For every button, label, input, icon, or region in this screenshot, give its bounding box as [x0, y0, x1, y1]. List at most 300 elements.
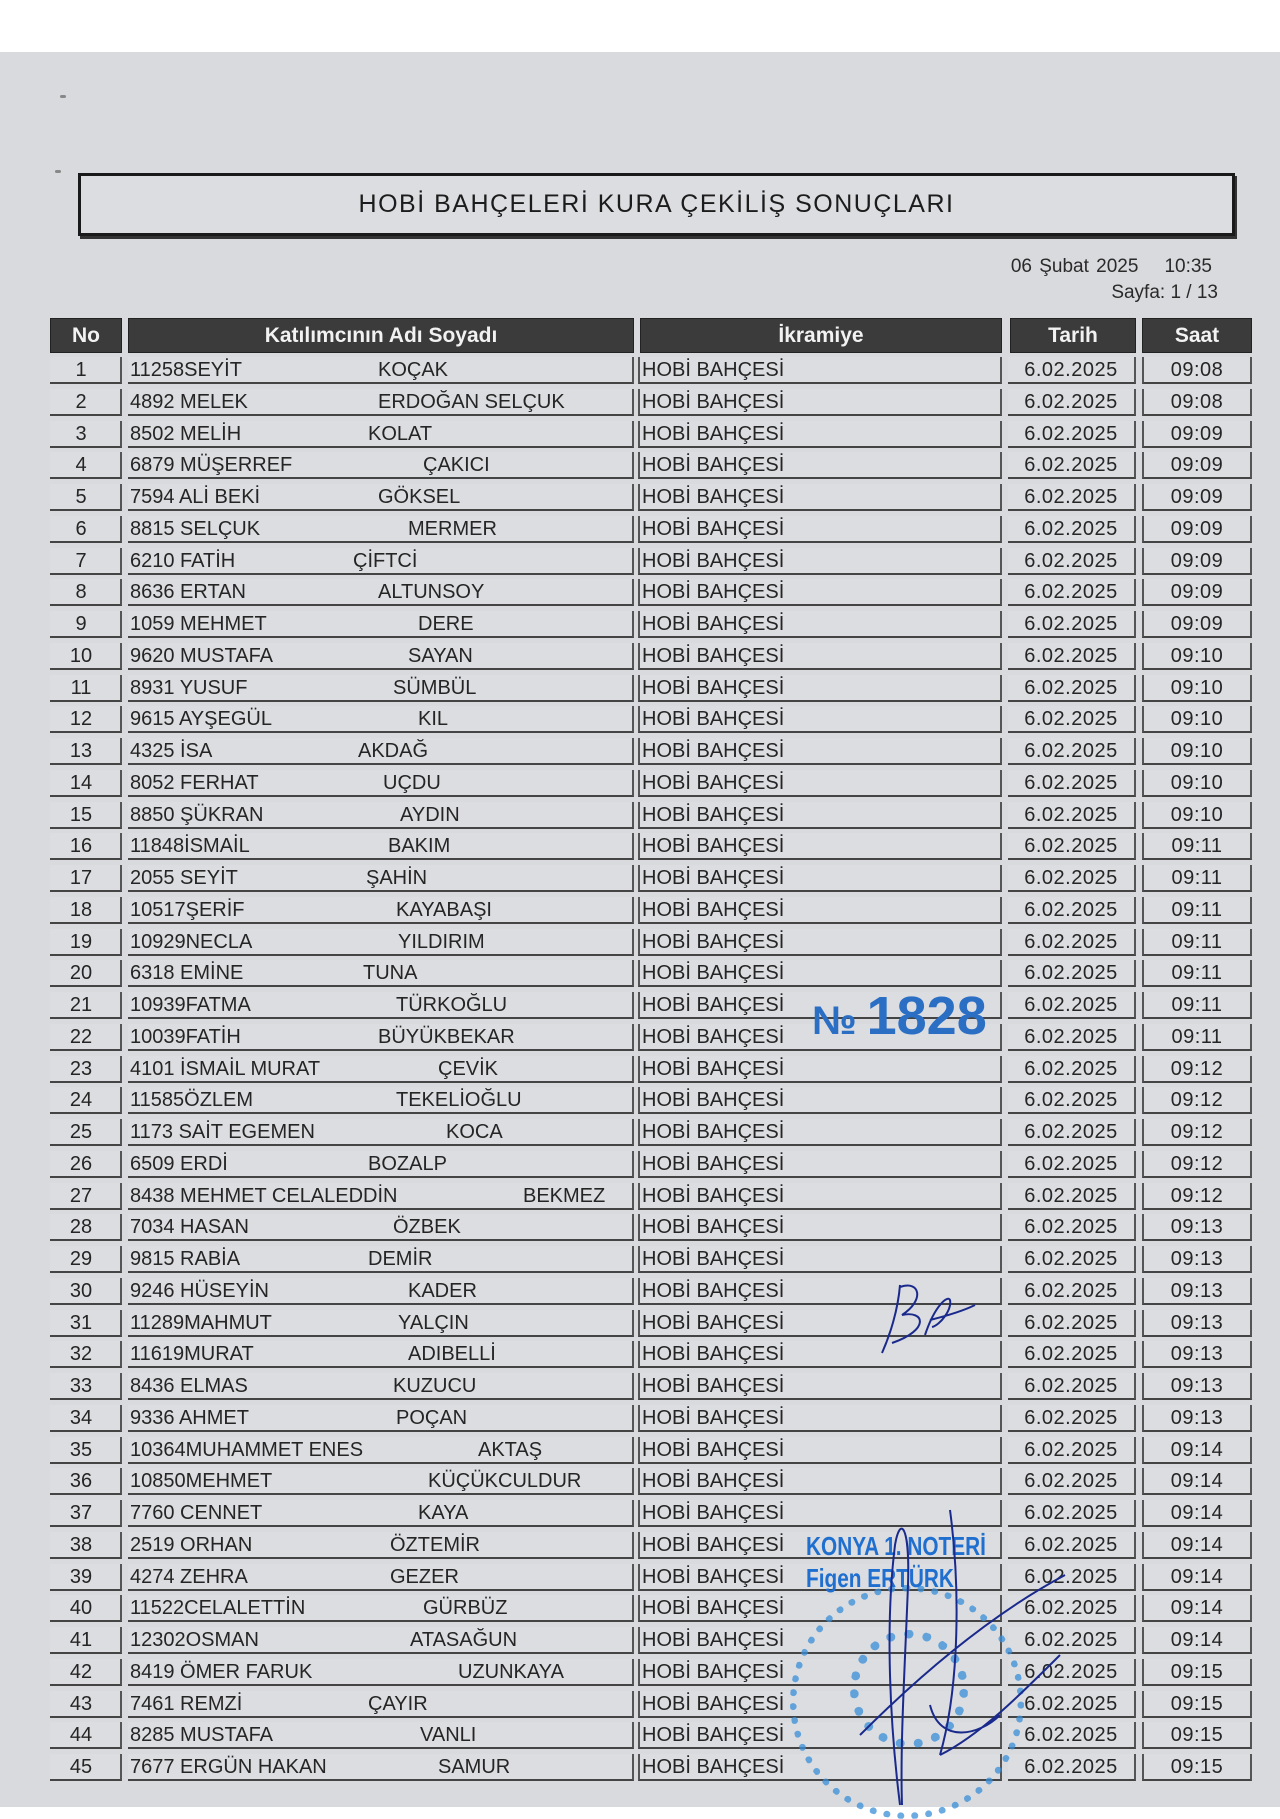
- notary-stamp: [806, 1531, 986, 1595]
- draw-date-cell: [1008, 1437, 1136, 1464]
- table-row: [0, 1498, 1280, 1530]
- participant-last-name: AKTAŞ: [478, 1438, 543, 1461]
- column-header-name: Katılımcının Adı Soyadı: [128, 318, 634, 353]
- draw-date: 6.02.2025: [1024, 1629, 1118, 1651]
- participant-first-name: 1173 SAİT EGEMEN: [130, 1121, 315, 1143]
- draw-date: 6.02.2025: [1024, 581, 1118, 604]
- row-number: 35: [50, 1437, 122, 1464]
- row-number: 4: [50, 452, 122, 479]
- draw-time: 09:08: [1142, 389, 1252, 416]
- row-number: 25: [50, 1119, 122, 1146]
- participant-first-name: 1059 MEHMET: [130, 613, 267, 635]
- participant-last-name: TEKELİOĞLU: [396, 1089, 522, 1112]
- prize-cell: [638, 421, 1002, 448]
- participant-last-name: UÇDU: [383, 771, 441, 794]
- participant-first-name: 10039FATİH: [130, 1025, 241, 1048]
- prize-cell: [638, 516, 1002, 543]
- participant-first-name: 9336 AHMET: [130, 1406, 249, 1429]
- draw-date-cell: [1008, 1405, 1136, 1432]
- participant-last-name: KUZUCU: [393, 1375, 477, 1397]
- table-row: [0, 1689, 1280, 1721]
- table-row: [0, 800, 1280, 832]
- row-number: 29: [50, 1246, 122, 1273]
- draw-date: 6.02.2025: [1024, 898, 1118, 921]
- table-row: [0, 1339, 1280, 1371]
- draw-time: 09:10: [1142, 643, 1252, 670]
- prize-cell: [638, 1183, 1002, 1210]
- draw-time: 09:14: [1142, 1532, 1252, 1559]
- draw-date-cell: [1008, 1183, 1136, 1210]
- prize: HOBİ BAHÇESİ: [642, 1565, 785, 1588]
- participant-last-name: POÇAN: [396, 1406, 468, 1429]
- row-number: 14: [50, 770, 122, 797]
- draw-date: 6.02.2025: [1024, 1502, 1118, 1524]
- draw-date: 6.02.2025: [1024, 1343, 1118, 1366]
- participant-last-name: KÜÇÜKCULDUR: [428, 1470, 582, 1493]
- draw-date-cell: [1008, 611, 1136, 638]
- participant-last-name: ERDOĞAN SELÇUK: [378, 390, 565, 413]
- draw-date: 6.02.2025: [1024, 1121, 1118, 1143]
- draw-time: 09:14: [1142, 1564, 1252, 1591]
- draw-date: 6.02.2025: [1024, 1279, 1118, 1302]
- participant-name: [128, 1151, 634, 1178]
- participant-name: [128, 389, 634, 416]
- participant-name: [128, 865, 634, 892]
- draw-time: 09:13: [1142, 1373, 1252, 1400]
- prize-cell: [638, 1278, 1002, 1305]
- prize: HOBİ BAHÇESİ: [642, 771, 785, 794]
- participant-last-name: BOZALP: [368, 1152, 447, 1175]
- participant-first-name: 10939FATMA: [130, 994, 251, 1016]
- table-row: [0, 990, 1280, 1022]
- draw-date: 6.02.2025: [1024, 1248, 1118, 1270]
- draw-date: 6.02.2025: [1024, 1406, 1118, 1429]
- draw-time: 09:10: [1142, 802, 1252, 829]
- participant-first-name: 11619MURAT: [130, 1343, 254, 1366]
- title-box: [78, 173, 1235, 236]
- row-number: 11: [50, 675, 122, 702]
- participant-first-name: 11848İSMAİL: [130, 835, 250, 858]
- participant-name: [128, 1024, 634, 1051]
- table-row: [0, 482, 1280, 514]
- draw-date-cell: [1008, 1468, 1136, 1495]
- prize: HOBİ BAHÇESİ: [642, 1692, 785, 1715]
- prize-cell: [638, 1500, 1002, 1527]
- row-number: 15: [50, 802, 122, 829]
- participant-name: [128, 802, 634, 829]
- row-number: 16: [50, 833, 122, 860]
- participant-name: [128, 516, 634, 543]
- prize-cell: [638, 1151, 1002, 1178]
- participant-name: [128, 611, 634, 638]
- column-header-time: Saat: [1142, 318, 1252, 353]
- row-number: 24: [50, 1087, 122, 1114]
- participant-name: [128, 1087, 634, 1114]
- table-row: [0, 1403, 1280, 1435]
- draw-time: 09:08: [1142, 357, 1252, 384]
- prize: HOBİ BAHÇESİ: [642, 581, 785, 604]
- draw-date: 6.02.2025: [1024, 994, 1118, 1016]
- draw-date-cell: [1008, 897, 1136, 924]
- table-row: [0, 927, 1280, 959]
- draw-date-cell: [1008, 1214, 1136, 1241]
- table-row: [0, 958, 1280, 990]
- prize-cell: [638, 484, 1002, 511]
- draw-date: 6.02.2025: [1024, 517, 1118, 540]
- participant-name: [128, 1341, 634, 1368]
- draw-time: 09:15: [1142, 1754, 1252, 1781]
- draw-date: 6.02.2025: [1024, 708, 1118, 731]
- participant-first-name: 11585ÖZLEM: [130, 1089, 254, 1112]
- draw-date-cell: [1008, 865, 1136, 892]
- participant-first-name: 2519 ORHAN: [130, 1533, 253, 1556]
- draw-date: 6.02.2025: [1024, 676, 1118, 699]
- draw-time: 09:09: [1142, 484, 1252, 511]
- draw-time: 09:14: [1142, 1595, 1252, 1622]
- participant-last-name: ÇAYIR: [368, 1692, 428, 1715]
- participant-first-name: 8931 YUSUF: [130, 676, 248, 699]
- table-row: [0, 609, 1280, 641]
- participant-name: [128, 1754, 634, 1781]
- participant-name: [128, 1595, 634, 1622]
- row-number: 13: [50, 738, 122, 765]
- participant-last-name: ATASAĞUN: [410, 1629, 518, 1651]
- prize: HOBİ BAHÇESİ: [642, 1470, 785, 1493]
- row-number: 22: [50, 1024, 122, 1051]
- row-number: 26: [50, 1151, 122, 1178]
- prize-cell: [638, 929, 1002, 956]
- draw-date: 6.02.2025: [1024, 1660, 1118, 1683]
- prize-cell: [638, 1437, 1002, 1464]
- participant-first-name: 7034 HASAN: [130, 1216, 249, 1239]
- prize-cell: [638, 1468, 1002, 1495]
- prize-cell: [638, 389, 1002, 416]
- prize: HOBİ BAHÇESİ: [642, 613, 785, 635]
- draw-time: 09:10: [1142, 770, 1252, 797]
- row-number: 1: [50, 357, 122, 384]
- registry-number-stamp: [812, 988, 987, 1049]
- prize: HOBİ BAHÇESİ: [642, 1025, 785, 1048]
- prize: HOBİ BAHÇESİ: [642, 422, 785, 445]
- draw-date-cell: [1008, 770, 1136, 797]
- prize: HOBİ BAHÇESİ: [642, 835, 785, 858]
- table-row: [0, 577, 1280, 609]
- draw-date-cell: [1008, 1595, 1136, 1622]
- participant-last-name: ADIBELLİ: [408, 1343, 496, 1366]
- draw-date: 6.02.2025: [1024, 740, 1118, 762]
- draw-date-cell: [1008, 579, 1136, 606]
- participant-first-name: 6210 FATİH: [130, 549, 236, 572]
- draw-date-cell: [1008, 929, 1136, 956]
- prize-cell: [638, 960, 1002, 987]
- draw-time: 09:15: [1142, 1722, 1252, 1749]
- participant-first-name: 10517ŞERİF: [130, 898, 245, 921]
- draw-date-cell: [1008, 833, 1136, 860]
- participant-name: [128, 833, 634, 860]
- participant-first-name: 2055 SEYİT: [130, 867, 238, 889]
- draw-time: 09:13: [1142, 1405, 1252, 1432]
- table-row: [0, 387, 1280, 419]
- prize: HOBİ BAHÇESİ: [642, 1724, 785, 1747]
- draw-date: 6.02.2025: [1024, 1438, 1118, 1461]
- participant-first-name: 6509 ERDİ: [130, 1152, 228, 1175]
- prize: HOBİ BAHÇESİ: [642, 1152, 785, 1175]
- participant-last-name: SAYAN: [408, 644, 473, 667]
- participant-name: [128, 643, 634, 670]
- table-row: [0, 355, 1280, 387]
- prize: HOBİ BAHÇESİ: [642, 994, 785, 1016]
- participant-first-name: 11289MAHMUT: [130, 1311, 272, 1334]
- row-number: 32: [50, 1341, 122, 1368]
- draw-time: 09:14: [1142, 1500, 1252, 1527]
- prize-cell: [638, 1246, 1002, 1273]
- participant-last-name: VANLI: [420, 1724, 477, 1747]
- prize-cell: [638, 675, 1002, 702]
- table-row: [0, 704, 1280, 736]
- draw-date-cell: [1008, 1373, 1136, 1400]
- table-row: [0, 1435, 1280, 1467]
- draw-date-cell: [1008, 1500, 1136, 1527]
- table-row: [0, 1657, 1280, 1689]
- participant-first-name: 10850MEHMET: [130, 1470, 273, 1493]
- participant-first-name: 9246 HÜSEYİN: [130, 1279, 269, 1302]
- row-number: 27: [50, 1183, 122, 1210]
- prize-cell: [638, 865, 1002, 892]
- participant-name: [128, 929, 634, 956]
- draw-date: 6.02.2025: [1024, 422, 1118, 445]
- draw-date: 6.02.2025: [1024, 1756, 1118, 1778]
- prize: HOBİ BAHÇESİ: [642, 1089, 785, 1112]
- participant-name: [128, 960, 634, 987]
- draw-date: 6.02.2025: [1024, 1025, 1118, 1048]
- participant-first-name: 8052 FERHAT: [130, 771, 259, 794]
- participant-first-name: 11522CELALETTİN: [130, 1597, 306, 1620]
- prize: HOBİ BAHÇESİ: [642, 803, 785, 826]
- prize-cell: [638, 897, 1002, 924]
- draw-date-cell: [1008, 675, 1136, 702]
- prize: HOBİ BAHÇESİ: [642, 549, 785, 572]
- participant-last-name: ÖZTEMİR: [390, 1533, 480, 1556]
- participant-last-name: BÜYÜKBEKAR: [378, 1025, 515, 1048]
- row-number: 34: [50, 1405, 122, 1432]
- participant-first-name: 7461 REMZİ: [130, 1692, 243, 1715]
- participant-last-name: UZUNKAYA: [458, 1660, 564, 1683]
- participant-last-name: BAKIM: [388, 835, 451, 858]
- print-time: 10:35: [1164, 256, 1212, 277]
- row-number: 9: [50, 611, 122, 638]
- draw-date: 6.02.2025: [1024, 644, 1118, 667]
- prize: HOBİ BAHÇESİ: [642, 517, 785, 540]
- draw-time: 09:09: [1142, 548, 1252, 575]
- participant-first-name: 8636 ERTAN: [130, 581, 246, 604]
- participant-name: [128, 1119, 634, 1146]
- draw-date: 6.02.2025: [1024, 1152, 1118, 1175]
- draw-date: 6.02.2025: [1024, 1375, 1118, 1397]
- participant-first-name: 9615 AYŞEGÜL: [130, 708, 272, 731]
- participant-last-name: ÇEVİK: [438, 1057, 499, 1080]
- prize: HOBİ BAHÇESİ: [642, 708, 785, 731]
- participant-first-name: 4101 İSMAİL MURAT: [130, 1057, 321, 1080]
- table-row: [0, 768, 1280, 800]
- participant-name: [128, 1532, 634, 1559]
- prize-cell: [638, 1056, 1002, 1083]
- table-row: [0, 1720, 1280, 1752]
- prize-cell: [638, 1310, 1002, 1337]
- notary-name: Figen ERTÜRK: [806, 1562, 954, 1593]
- table-row: [0, 419, 1280, 451]
- draw-date: 6.02.2025: [1024, 867, 1118, 889]
- draw-date-cell: [1008, 960, 1136, 987]
- participant-name: [128, 579, 634, 606]
- table-row: [0, 1022, 1280, 1054]
- table-row: [0, 1244, 1280, 1276]
- row-number: 12: [50, 706, 122, 733]
- draw-date: 6.02.2025: [1024, 1565, 1118, 1588]
- column-header-prize: İkramiye: [640, 318, 1002, 353]
- draw-time: 09:13: [1142, 1310, 1252, 1337]
- prize-cell: [638, 452, 1002, 479]
- table-row: [0, 1308, 1280, 1340]
- table-row: [0, 1054, 1280, 1086]
- draw-time: 09:11: [1142, 992, 1252, 1019]
- table-row: [0, 831, 1280, 863]
- print-date: 06 Şubat 2025: [1010, 256, 1139, 277]
- row-number: 7: [50, 548, 122, 575]
- draw-date: 6.02.2025: [1024, 1057, 1118, 1080]
- participant-last-name: AYDIN: [400, 803, 460, 826]
- column-header-date: Tarih: [1010, 318, 1136, 353]
- participant-first-name: 10929NECLA: [130, 930, 253, 953]
- prize: HOBİ BAHÇESİ: [642, 390, 785, 413]
- scan-speck: [60, 95, 66, 98]
- participant-first-name: 8285 MUSTAFA: [130, 1724, 274, 1747]
- prize: HOBİ BAHÇESİ: [642, 867, 785, 889]
- prize-cell: [638, 1119, 1002, 1146]
- draw-time: 09:10: [1142, 738, 1252, 765]
- participant-last-name: ÖZBEK: [393, 1216, 461, 1239]
- participant-name: [128, 1214, 634, 1241]
- row-number: 10: [50, 643, 122, 670]
- draw-date: 6.02.2025: [1024, 1184, 1118, 1207]
- draw-time: 09:10: [1142, 706, 1252, 733]
- row-number: 8: [50, 579, 122, 606]
- table-row: [0, 1466, 1280, 1498]
- draw-date-cell: [1008, 1278, 1136, 1305]
- participant-name: [128, 484, 634, 511]
- participant-last-name: GÖKSEL: [378, 486, 461, 508]
- draw-date: 6.02.2025: [1024, 1470, 1118, 1493]
- participant-last-name: TÜRKOĞLU: [396, 994, 508, 1016]
- prize-cell: [638, 833, 1002, 860]
- draw-date-cell: [1008, 992, 1136, 1019]
- prize-cell: [638, 357, 1002, 384]
- table-row: [0, 1530, 1280, 1562]
- table-row: [0, 863, 1280, 895]
- prize: HOBİ BAHÇESİ: [642, 454, 785, 477]
- draw-time: 09:12: [1142, 1151, 1252, 1178]
- table-row: [0, 1149, 1280, 1181]
- participant-name: [128, 452, 634, 479]
- prize: HOBİ BAHÇESİ: [642, 1406, 785, 1429]
- row-number: 3: [50, 421, 122, 448]
- draw-date: 6.02.2025: [1024, 1533, 1118, 1556]
- prize: HOBİ BAHÇESİ: [642, 1375, 785, 1397]
- participant-last-name: KOLAT: [368, 422, 433, 445]
- draw-date: 6.02.2025: [1024, 486, 1118, 508]
- draw-time: 09:14: [1142, 1627, 1252, 1654]
- table-row: [0, 1371, 1280, 1403]
- draw-date-cell: [1008, 1532, 1136, 1559]
- draw-date: 6.02.2025: [1024, 1692, 1118, 1715]
- draw-date-cell: [1008, 1056, 1136, 1083]
- prize: HOBİ BAHÇESİ: [642, 1184, 785, 1207]
- draw-date-cell: [1008, 548, 1136, 575]
- participant-first-name: 6318 EMİNE: [130, 962, 244, 985]
- draw-time: 09:15: [1142, 1659, 1252, 1686]
- participant-name: [128, 1405, 634, 1432]
- draw-date-cell: [1008, 516, 1136, 543]
- draw-date-cell: [1008, 738, 1136, 765]
- table-row: [0, 1212, 1280, 1244]
- draw-time: 09:09: [1142, 421, 1252, 448]
- table-row: [0, 1562, 1280, 1594]
- prize-cell: [638, 1214, 1002, 1241]
- draw-time: 09:13: [1142, 1246, 1252, 1273]
- draw-date-cell: [1008, 452, 1136, 479]
- participant-last-name: KOCA: [446, 1121, 503, 1143]
- draw-time: 09:14: [1142, 1437, 1252, 1464]
- draw-date-cell: [1008, 643, 1136, 670]
- row-number: 40: [50, 1595, 122, 1622]
- draw-date: 6.02.2025: [1024, 771, 1118, 794]
- draw-date-cell: [1008, 1659, 1136, 1686]
- table-row: [0, 895, 1280, 927]
- draw-time: 09:13: [1142, 1214, 1252, 1241]
- participant-name: [128, 1183, 634, 1210]
- participant-name: [128, 1468, 634, 1495]
- draw-date: 6.02.2025: [1024, 930, 1118, 953]
- table-row: [0, 1625, 1280, 1657]
- participant-last-name: GEZER: [390, 1565, 459, 1588]
- row-number: 6: [50, 516, 122, 543]
- draw-date: 6.02.2025: [1024, 613, 1118, 635]
- participant-last-name: KIL: [418, 708, 449, 731]
- row-number: 31: [50, 1310, 122, 1337]
- participant-name: [128, 1691, 634, 1718]
- draw-date-cell: [1008, 1151, 1136, 1178]
- row-number: 45: [50, 1754, 122, 1781]
- participant-name: [128, 421, 634, 448]
- row-number: 17: [50, 865, 122, 892]
- prize-cell: [638, 1087, 1002, 1114]
- participant-name: [128, 1310, 634, 1337]
- draw-date-cell: [1008, 357, 1136, 384]
- draw-time: 09:13: [1142, 1341, 1252, 1368]
- table-row: [0, 1752, 1280, 1784]
- participant-last-name: AKDAĞ: [358, 740, 429, 762]
- draw-date-cell: [1008, 802, 1136, 829]
- participant-first-name: 8502 MELİH: [130, 422, 242, 445]
- draw-date-cell: [1008, 1310, 1136, 1337]
- draw-date: 6.02.2025: [1024, 1597, 1118, 1620]
- row-number: 20: [50, 960, 122, 987]
- draw-date: 6.02.2025: [1024, 1216, 1118, 1239]
- table-row: [0, 1085, 1280, 1117]
- participant-last-name: SÜMBÜL: [393, 676, 477, 699]
- prize: HOBİ BAHÇESİ: [642, 1597, 785, 1620]
- participant-first-name: 8438 MEHMET CELALEDDİN: [130, 1184, 398, 1207]
- row-number: 37: [50, 1500, 122, 1527]
